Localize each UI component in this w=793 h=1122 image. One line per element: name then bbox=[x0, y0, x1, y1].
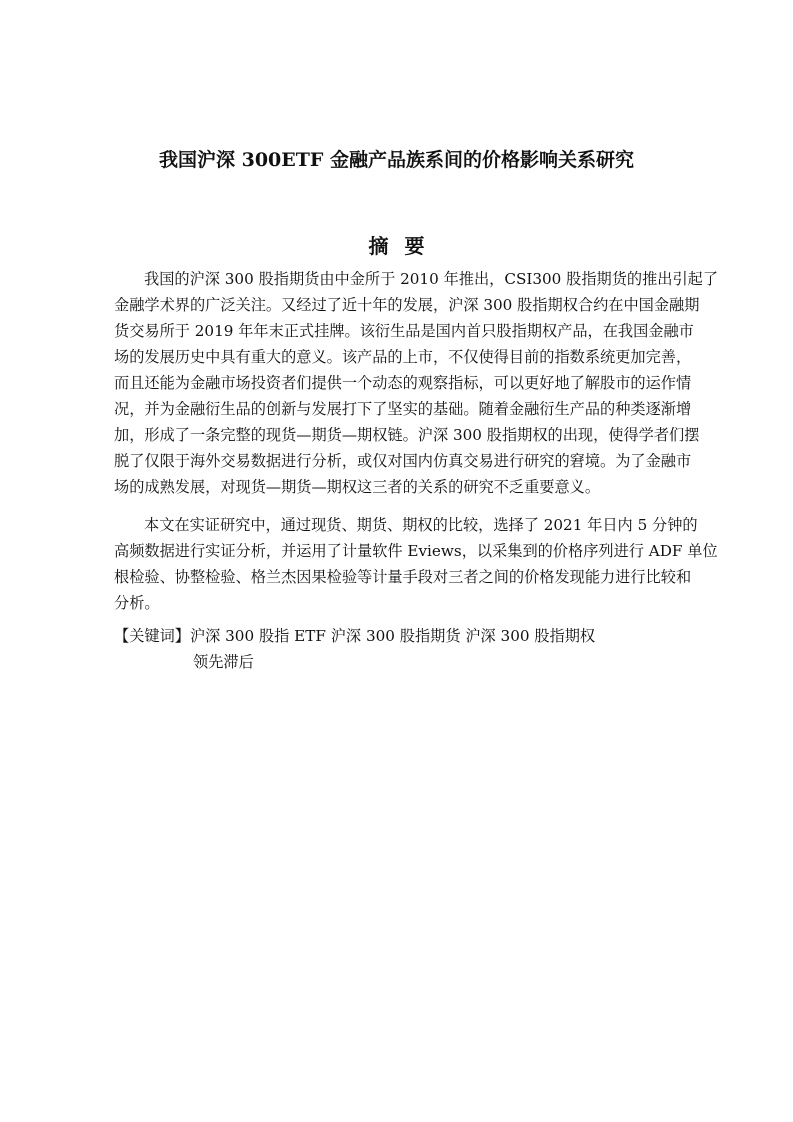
paragraph-line: 根检验、协整检验、格兰杰因果检验等计量手段对三者之间的价格发现能力进行比较和 bbox=[114, 568, 692, 586]
paragraph-line: 况，并为金融衍生品的创新与发展打下了坚实的基础。随着金融衍生产品的种类逐渐增 bbox=[114, 400, 692, 418]
abstract-paragraph-1 bbox=[114, 266, 720, 500]
abstract-paragraph-2 bbox=[114, 512, 720, 616]
paragraph-line: 场的成熟发展，对现货—期货—期权这三者的关系的研究不乏重要意义。 bbox=[114, 478, 600, 496]
paragraph-line: 场的发展历史中具有重大的意义。该产品的上市，不仅使得目前的指数系统更加完善， bbox=[114, 348, 692, 366]
keywords-label: 【关键词】 bbox=[114, 627, 190, 645]
paragraph-line: 而且还能为金融市场投资者们提供一个动态的观察指标，可以更好地了解股市的运作情 bbox=[114, 374, 692, 392]
keywords-continuation: 领先滞后 bbox=[193, 653, 254, 671]
paragraph-line: 本文在实证研究中，通过现货、期货、期权的比较，选择了 2021 年日内 5 分钟的 bbox=[144, 516, 698, 534]
paragraph-line: 高频数据进行实证分析，并运用了计量软件 Eviews，以采集到的价格序列进行 ADF 单位 bbox=[114, 542, 718, 560]
paragraph-line: 金融学术界的广泛关注。又经过了近十年的发展，沪深 300 股指期权合约在中国金融期 bbox=[114, 296, 700, 314]
paragraph-line: 我国的沪深 300 股指期货由中金所于 2010 年推出，CSI300 股指期货的推出引起了 bbox=[144, 270, 719, 288]
paragraph-line: 货交易所于 2019 年年末正式挂牌。该衍生品是国内首只股指期权产品，在我国金融市 bbox=[114, 322, 694, 340]
paragraph-line: 脱了仅限于海外交易数据进行分析，或仅对国内仿真交易进行研究的窘境。为了金融市 bbox=[114, 452, 692, 470]
paragraph-line: 加，形成了一条完整的现货—期货—期权链。沪深 300 股指期权的出现，使得学者们摆 bbox=[114, 426, 700, 444]
keywords-list: 沪深 300 股指 ETF 沪深 300 股指期货 沪深 300 股指期权 bbox=[189, 627, 596, 645]
document-title: 我国沪深 300ETF 金融产品族系间的价格影响关系研究 bbox=[158, 149, 634, 171]
paragraph-line: 分析。 bbox=[114, 594, 160, 612]
abstract-heading: 摘要 bbox=[368, 234, 441, 258]
keywords-line bbox=[114, 623, 734, 649]
